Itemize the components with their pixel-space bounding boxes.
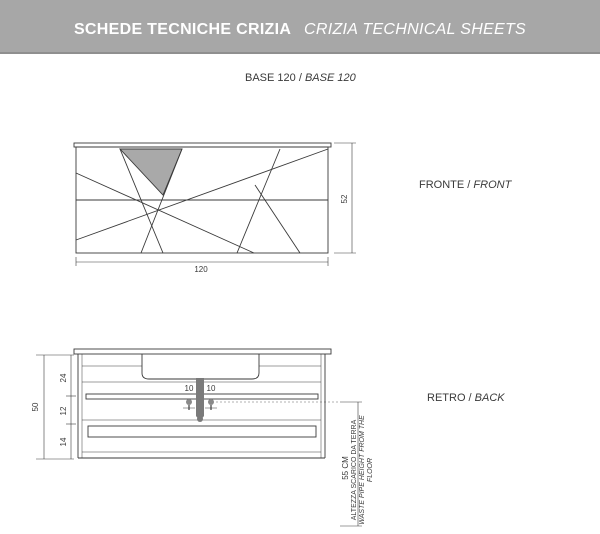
base-label-en: BASE 120 — [304, 72, 356, 84]
front-diagonal — [237, 149, 280, 253]
waste-pipe — [196, 378, 204, 410]
base-label: BASE 120 / BASE 120 — [245, 72, 356, 84]
front-label: FRONTE / FRONT — [419, 179, 512, 191]
waste-note-english-1: WASTE PIPE HEIGHT FROM THE — [359, 415, 366, 525]
front-label-en: FRONT — [473, 179, 512, 191]
back-label: RETRO / BACK — [427, 392, 505, 404]
back-dim-mid-value: 12 — [59, 406, 68, 416]
front-height-value: 52 — [340, 194, 349, 204]
front-diagonal — [255, 185, 300, 253]
title-italian: SCHEDE TECNICHE CRIZIA — [73, 21, 292, 38]
pipe-right-dim: 10 — [206, 384, 216, 393]
back-total-height-value: 50 — [31, 402, 40, 412]
water-inlet-left — [186, 399, 192, 405]
back-label-en: BACK — [474, 392, 505, 404]
back-dim-bottom-value: 14 — [59, 437, 68, 447]
front-dimensions — [76, 143, 356, 266]
waste-note-english-2: FLOOR — [367, 457, 374, 483]
waste-height-value: 55 CM — [341, 456, 350, 480]
title-english: CRIZIA TECHNICAL SHEETS — [303, 21, 527, 38]
front-width-value: 120 — [194, 265, 208, 274]
water-inlet-right — [208, 399, 214, 405]
front-view — [74, 143, 331, 253]
front-label-it: FRONTE — [419, 179, 465, 191]
waste-trap-bulb — [197, 416, 203, 422]
back-lower-drawer — [88, 426, 316, 437]
front-diagonal — [76, 149, 328, 240]
back-dim-top-value: 24 — [59, 373, 68, 383]
front-top-slab — [74, 143, 331, 147]
base-label-it: BASE 120 — [245, 72, 296, 84]
waste-note-italian: ALTEZZA SCARICO DA TERRA — [351, 419, 358, 521]
pipe-left-dim: 10 — [184, 384, 194, 393]
back-top-slab — [74, 349, 331, 354]
back-sink-basin — [142, 354, 259, 379]
back-label-it: RETRO — [427, 392, 466, 404]
